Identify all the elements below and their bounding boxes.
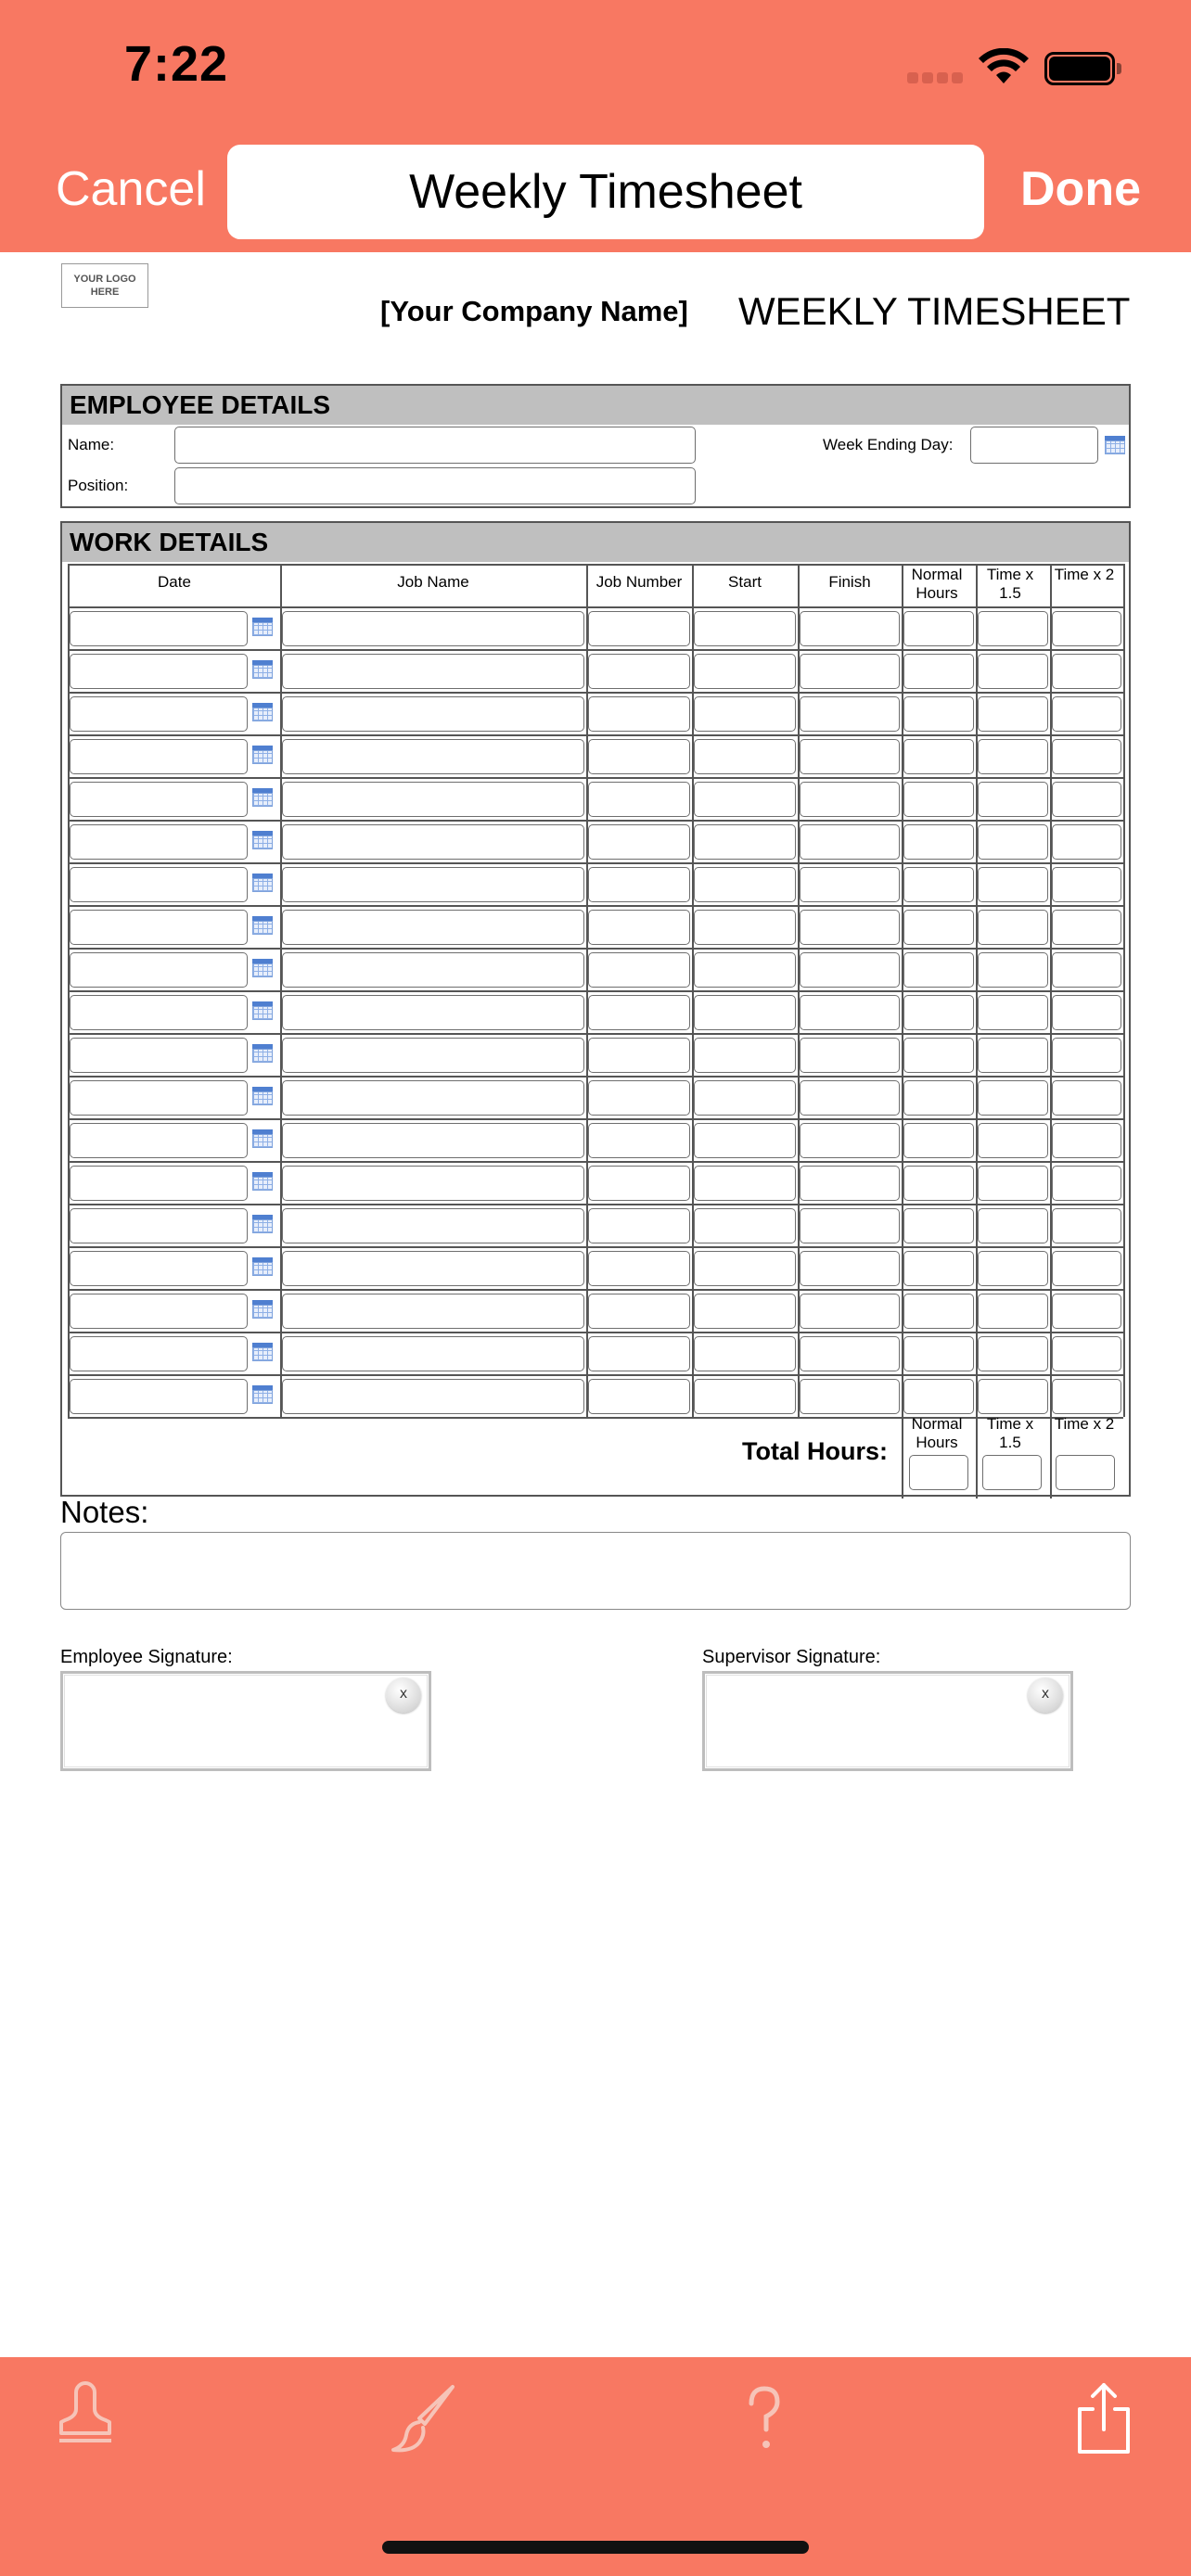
job-name-cell[interactable] <box>282 1080 584 1116</box>
time-2-cell[interactable] <box>1052 910 1121 945</box>
normal-hours-cell[interactable] <box>903 739 974 774</box>
finish-cell[interactable] <box>800 654 900 689</box>
job-name-cell[interactable] <box>282 1208 584 1243</box>
time-1-5-cell[interactable] <box>978 995 1048 1030</box>
date-cell[interactable] <box>70 1379 248 1414</box>
date-cell[interactable] <box>70 1038 248 1073</box>
normal-hours-cell[interactable] <box>903 696 974 732</box>
time-2-cell[interactable] <box>1052 1080 1121 1116</box>
job-name-cell[interactable] <box>282 995 584 1030</box>
total-time-1-5-input[interactable] <box>982 1455 1042 1490</box>
time-2-cell[interactable] <box>1052 1123 1121 1158</box>
normal-hours-cell[interactable] <box>903 952 974 988</box>
normal-hours-cell[interactable] <box>903 1294 974 1329</box>
time-1-5-cell[interactable] <box>978 739 1048 774</box>
table-row <box>0 1163 1191 1205</box>
job-name-cell[interactable] <box>282 654 584 689</box>
time-2-cell[interactable] <box>1052 995 1121 1030</box>
finish-cell[interactable] <box>800 1379 900 1414</box>
job-number-cell[interactable] <box>588 1251 690 1286</box>
supervisor-signature-clear-button[interactable]: x <box>1028 1677 1063 1713</box>
time-1-5-cell[interactable] <box>978 782 1048 817</box>
job-number-cell[interactable] <box>588 1166 690 1201</box>
normal-hours-cell[interactable] <box>903 824 974 860</box>
job-number-cell[interactable] <box>588 654 690 689</box>
table-row <box>0 1333 1191 1376</box>
time-2-cell[interactable] <box>1052 824 1121 860</box>
job-name-cell[interactable] <box>282 739 584 774</box>
calendar-icon[interactable] <box>252 746 273 764</box>
calendar-icon[interactable] <box>252 1385 273 1404</box>
time-2-cell[interactable] <box>1052 611 1121 646</box>
table-row <box>0 907 1191 950</box>
col-normal-hours: Normal Hours <box>911 566 963 602</box>
calendar-icon[interactable] <box>252 1343 273 1361</box>
share-icon[interactable] <box>1067 2381 1141 2455</box>
total-time-2-input[interactable] <box>1056 1455 1115 1490</box>
finish-cell[interactable] <box>800 782 900 817</box>
table-row <box>0 1035 1191 1078</box>
start-cell[interactable] <box>694 654 796 689</box>
time-2-cell[interactable] <box>1052 696 1121 732</box>
job-number-cell[interactable] <box>588 611 690 646</box>
start-cell[interactable] <box>694 995 796 1030</box>
start-cell[interactable] <box>694 696 796 732</box>
document-title-field[interactable]: Weekly Timesheet <box>227 145 984 239</box>
time-2-cell[interactable] <box>1052 1208 1121 1243</box>
calendar-icon[interactable] <box>252 1087 273 1105</box>
date-cell[interactable] <box>70 952 248 988</box>
date-cell[interactable] <box>70 1080 248 1116</box>
normal-hours-cell[interactable] <box>903 1336 974 1371</box>
job-name-cell[interactable] <box>282 1166 584 1201</box>
employee-details-section <box>60 384 1131 508</box>
name-input[interactable] <box>174 427 696 464</box>
sheet-title: WEEKLY TIMESHEET <box>738 289 1131 333</box>
job-number-cell[interactable] <box>588 824 690 860</box>
col-start: Start <box>728 573 762 591</box>
employee-signature-label: Employee Signature: <box>60 1647 233 1667</box>
date-cell[interactable] <box>70 1294 248 1329</box>
time-1-5-cell[interactable] <box>978 867 1048 902</box>
finish-cell[interactable] <box>800 611 900 646</box>
date-cell[interactable] <box>70 1123 248 1158</box>
job-name-cell[interactable] <box>282 867 584 902</box>
calendar-icon[interactable] <box>252 618 273 636</box>
date-cell[interactable] <box>70 910 248 945</box>
start-cell[interactable] <box>694 867 796 902</box>
normal-hours-cell[interactable] <box>903 910 974 945</box>
calendar-icon[interactable] <box>252 1129 273 1148</box>
start-cell[interactable] <box>694 1166 796 1201</box>
date-cell[interactable] <box>70 1336 248 1371</box>
logo-text: YOUR LOGO HERE <box>73 274 136 298</box>
job-number-cell[interactable] <box>588 1208 690 1243</box>
job-number-cell[interactable] <box>588 1080 690 1116</box>
week-ending-label: Week Ending Day: <box>823 436 954 453</box>
job-name-cell[interactable] <box>282 1336 584 1371</box>
job-name-cell[interactable] <box>282 1038 584 1073</box>
done-button[interactable]: Done <box>1020 162 1141 216</box>
normal-hours-cell[interactable] <box>903 782 974 817</box>
finish-cell[interactable] <box>800 910 900 945</box>
time-2-cell[interactable] <box>1052 1038 1121 1073</box>
time-1-5-cell[interactable] <box>978 910 1048 945</box>
total-time-2-label: Time x 2 <box>1054 1415 1115 1433</box>
job-name-cell[interactable] <box>282 696 584 732</box>
finish-cell[interactable] <box>800 1251 900 1286</box>
table-row <box>0 1078 1191 1120</box>
finish-cell[interactable] <box>800 1336 900 1371</box>
week-ending-input[interactable] <box>970 427 1098 464</box>
supervisor-signature-label: Supervisor Signature: <box>702 1647 881 1667</box>
normal-hours-cell[interactable] <box>903 1166 974 1201</box>
brush-icon[interactable] <box>388 2381 462 2455</box>
job-number-cell[interactable] <box>588 952 690 988</box>
time-1-5-cell[interactable] <box>978 696 1048 732</box>
finish-cell[interactable] <box>800 1123 900 1158</box>
finish-cell[interactable] <box>800 824 900 860</box>
calendar-icon[interactable] <box>252 1172 273 1191</box>
finish-cell[interactable] <box>800 1166 900 1201</box>
normal-hours-cell[interactable] <box>903 1038 974 1073</box>
normal-hours-cell[interactable] <box>903 995 974 1030</box>
job-number-cell[interactable] <box>588 1038 690 1073</box>
table-row <box>0 822 1191 864</box>
start-cell[interactable] <box>694 1208 796 1243</box>
calendar-icon[interactable] <box>252 1300 273 1319</box>
col-finish: Finish <box>828 573 871 591</box>
position-input[interactable] <box>174 467 696 504</box>
time-2-cell[interactable] <box>1052 654 1121 689</box>
job-number-cell[interactable] <box>588 867 690 902</box>
job-number-cell[interactable] <box>588 1294 690 1329</box>
job-number-cell[interactable] <box>588 696 690 732</box>
time-1-5-cell[interactable] <box>978 1123 1048 1158</box>
finish-cell[interactable] <box>800 696 900 732</box>
normal-hours-cell[interactable] <box>903 1208 974 1243</box>
name-label: Name: <box>68 436 115 453</box>
start-cell[interactable] <box>694 1080 796 1116</box>
employee-details-heading: EMPLOYEE DETAILS <box>62 386 1129 425</box>
time-2-cell[interactable] <box>1052 1336 1121 1371</box>
time-2-cell[interactable] <box>1052 1294 1121 1329</box>
calendar-icon[interactable] <box>252 874 273 892</box>
employee-signature-clear-button[interactable]: x <box>386 1677 421 1713</box>
cancel-button[interactable]: Cancel <box>56 162 206 216</box>
normal-hours-cell[interactable] <box>903 611 974 646</box>
job-name-cell[interactable] <box>282 1294 584 1329</box>
job-number-cell[interactable] <box>588 739 690 774</box>
date-cell[interactable] <box>70 654 248 689</box>
finish-cell[interactable] <box>800 952 900 988</box>
cellular-signal-icon <box>907 72 965 85</box>
time-1-5-cell[interactable] <box>978 1251 1048 1286</box>
job-name-cell[interactable] <box>282 611 584 646</box>
normal-hours-cell[interactable] <box>903 1251 974 1286</box>
finish-cell[interactable] <box>800 995 900 1030</box>
finish-cell[interactable] <box>800 867 900 902</box>
start-cell[interactable] <box>694 611 796 646</box>
calendar-icon[interactable] <box>252 916 273 935</box>
job-name-cell[interactable] <box>282 824 584 860</box>
calendar-icon[interactable] <box>252 788 273 807</box>
job-number-cell[interactable] <box>588 1336 690 1371</box>
time-2-cell[interactable] <box>1052 1251 1121 1286</box>
table-row <box>0 651 1191 694</box>
notes-input[interactable] <box>60 1532 1131 1610</box>
supervisor-signature-pad[interactable] <box>702 1671 1073 1771</box>
job-name-cell[interactable] <box>282 1123 584 1158</box>
start-cell[interactable] <box>694 952 796 988</box>
normal-hours-cell[interactable] <box>903 1379 974 1414</box>
col-job-number: Job Number <box>596 573 683 591</box>
calendar-icon[interactable] <box>252 1257 273 1276</box>
table-row <box>0 694 1191 736</box>
date-cell[interactable] <box>70 696 248 732</box>
finish-cell[interactable] <box>800 1038 900 1073</box>
calendar-icon[interactable] <box>252 1001 273 1020</box>
col-time-1-5: Time x 1.5 <box>986 566 1034 602</box>
finish-cell[interactable] <box>800 1294 900 1329</box>
start-cell[interactable] <box>694 782 796 817</box>
table-row <box>0 1248 1191 1291</box>
time-1-5-cell[interactable] <box>978 611 1048 646</box>
table-row <box>0 1205 1191 1248</box>
table-row <box>0 1120 1191 1163</box>
date-cell[interactable] <box>70 782 248 817</box>
stamp-icon[interactable] <box>48 2381 122 2455</box>
calendar-icon[interactable] <box>252 1044 273 1063</box>
finish-cell[interactable] <box>800 1208 900 1243</box>
job-name-cell[interactable] <box>282 1251 584 1286</box>
time-1-5-cell[interactable] <box>978 1166 1048 1201</box>
time-2-cell[interactable] <box>1052 739 1121 774</box>
logo-placeholder <box>61 263 148 308</box>
date-cell[interactable] <box>70 824 248 860</box>
status-time: 7:22 <box>124 36 229 92</box>
start-cell[interactable] <box>694 1251 796 1286</box>
time-2-cell[interactable] <box>1052 782 1121 817</box>
time-1-5-cell[interactable] <box>978 1038 1048 1073</box>
job-number-cell[interactable] <box>588 910 690 945</box>
start-cell[interactable] <box>694 1336 796 1371</box>
wifi-icon <box>978 48 1030 85</box>
finish-cell[interactable] <box>800 1080 900 1116</box>
normal-hours-cell[interactable] <box>903 1080 974 1116</box>
start-cell[interactable] <box>694 1294 796 1329</box>
start-cell[interactable] <box>694 824 796 860</box>
calendar-icon[interactable] <box>1105 436 1125 454</box>
time-2-cell[interactable] <box>1052 952 1121 988</box>
start-cell[interactable] <box>694 739 796 774</box>
job-number-cell[interactable] <box>588 782 690 817</box>
job-number-cell[interactable] <box>588 1123 690 1158</box>
col-date: Date <box>158 573 191 591</box>
table-row <box>0 1376 1191 1419</box>
table-row <box>0 779 1191 822</box>
job-name-cell[interactable] <box>282 910 584 945</box>
table-row <box>0 950 1191 992</box>
calendar-icon[interactable] <box>252 660 273 679</box>
time-2-cell[interactable] <box>1052 1379 1121 1414</box>
col-job-name: Job Name <box>397 573 469 591</box>
total-time-1-5-label: Time x 1.5 <box>986 1415 1034 1451</box>
table-row <box>0 1291 1191 1333</box>
date-cell[interactable] <box>70 1208 248 1243</box>
date-cell[interactable] <box>70 995 248 1030</box>
time-1-5-cell[interactable] <box>978 1336 1048 1371</box>
total-normal-hours-label: Normal Hours <box>911 1415 963 1451</box>
normal-hours-cell[interactable] <box>903 1123 974 1158</box>
total-normal-hours-input[interactable] <box>909 1455 968 1490</box>
date-cell[interactable] <box>70 611 248 646</box>
job-name-cell[interactable] <box>282 1379 584 1414</box>
time-1-5-cell[interactable] <box>978 1208 1048 1243</box>
table-row <box>0 736 1191 779</box>
time-1-5-cell[interactable] <box>978 1080 1048 1116</box>
normal-hours-cell[interactable] <box>903 867 974 902</box>
help-icon[interactable] <box>727 2381 801 2455</box>
finish-cell[interactable] <box>800 739 900 774</box>
employee-signature-pad[interactable] <box>60 1671 431 1771</box>
time-1-5-cell[interactable] <box>978 1294 1048 1329</box>
time-1-5-cell[interactable] <box>978 654 1048 689</box>
time-2-cell[interactable] <box>1052 1166 1121 1201</box>
job-number-cell[interactable] <box>588 1379 690 1414</box>
calendar-icon[interactable] <box>252 1215 273 1233</box>
start-cell[interactable] <box>694 1123 796 1158</box>
date-cell[interactable] <box>70 739 248 774</box>
top-bar <box>0 0 1191 252</box>
job-name-cell[interactable] <box>282 782 584 817</box>
company-name: [Your Company Name] <box>380 295 688 327</box>
calendar-icon[interactable] <box>252 703 273 721</box>
time-1-5-cell[interactable] <box>978 1379 1048 1414</box>
date-cell[interactable] <box>70 867 248 902</box>
time-1-5-cell[interactable] <box>978 824 1048 860</box>
date-cell[interactable] <box>70 1166 248 1201</box>
battery-icon <box>1044 52 1122 85</box>
date-cell[interactable] <box>70 1251 248 1286</box>
table-row <box>0 864 1191 907</box>
job-name-cell[interactable] <box>282 952 584 988</box>
position-label: Position: <box>68 477 129 494</box>
start-cell[interactable] <box>694 1379 796 1414</box>
table-row <box>0 608 1191 651</box>
time-1-5-cell[interactable] <box>978 952 1048 988</box>
total-hours-label: Total Hours: <box>742 1437 888 1465</box>
calendar-icon[interactable] <box>252 959 273 977</box>
start-cell[interactable] <box>694 1038 796 1073</box>
table-row <box>0 992 1191 1035</box>
table-row-divider <box>68 564 1123 566</box>
start-cell[interactable] <box>694 910 796 945</box>
work-details-heading: WORK DETAILS <box>62 523 1129 562</box>
normal-hours-cell[interactable] <box>903 654 974 689</box>
home-indicator <box>382 2541 809 2554</box>
notes-label: Notes: <box>60 1495 149 1529</box>
calendar-icon[interactable] <box>252 831 273 849</box>
job-number-cell[interactable] <box>588 995 690 1030</box>
col-time-2: Time x 2 <box>1054 566 1115 583</box>
time-2-cell[interactable] <box>1052 867 1121 902</box>
